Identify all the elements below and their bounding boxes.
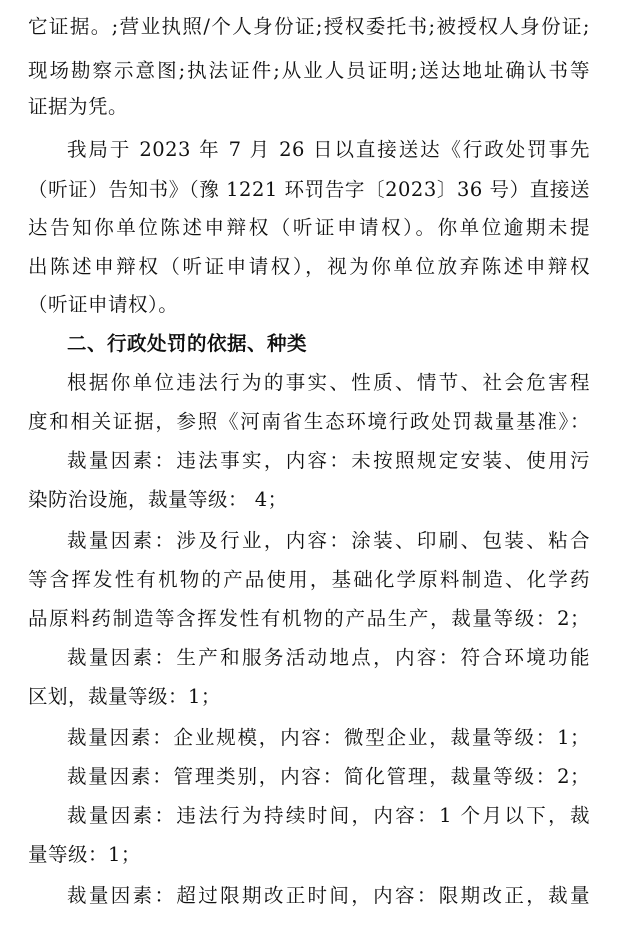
text-line: 品原料药制造等含挥发性有机物的产品生产，裁量等级：2； [28, 607, 590, 630]
factor-line: 裁量因素：生产和服务活动地点，内容：符合环境功能 [67, 646, 590, 669]
text-line: 区划，裁量等级：1； [28, 685, 221, 708]
factor-line: 裁量因素：违法事实，内容：未按照规定安装、使用污 [67, 449, 590, 472]
text-line: 量等级：1； [28, 843, 141, 866]
factor-line: 裁量因素：企业规模，内容：微型企业，裁量等级：1； [67, 726, 590, 749]
text-line: 度和相关证据，参照《河南省生态环境行政处罚裁量基准》： [28, 410, 590, 433]
text-line: 它证据。;营业执照/个人身份证;授权委托书;被授权人身份证; [28, 15, 590, 38]
text-line: 证据为凭。 [28, 95, 129, 118]
text-line: （听证）告知书》（豫 1221 环罚告字〔2023〕36 号）直接送 [28, 178, 590, 201]
text-line: 等含挥发性有机物的产品使用，基础化学原料制造、化学药 [28, 568, 590, 591]
factor-line: 裁量因素：超过限期改正时间，内容：限期改正，裁量 [67, 884, 590, 907]
text-line: （听证申请权）。 [28, 293, 179, 316]
factor-line: 裁量因素：涉及行业，内容：涂装、印刷、包装、粘合 [67, 529, 590, 552]
text-line: 出陈述申辩权（听证申请权），视为你单位放弃陈述申辩权 [28, 255, 590, 278]
factor-line: 裁量因素：违法行为持续时间，内容：1 个月以下，裁 [67, 804, 590, 827]
text-line: 达告知你单位陈述申辩权（听证申请权）。你单位逾期未提 [28, 216, 590, 239]
text-line: 染防治设施，裁量等级： 4； [28, 488, 288, 511]
paragraph-start-line: 根据你单位违法行为的事实、性质、情节、社会危害程 [67, 371, 590, 394]
text-line: 现场勘察示意图;执法证件;从业人员证明;送达地址确认书等 [28, 59, 590, 82]
paragraph-start-line: 我局于 2023 年 7 月 26 日以直接送达《行政处罚事先 [67, 138, 590, 161]
factor-line: 裁量因素：管理类别，内容：简化管理，裁量等级：2； [67, 765, 590, 788]
section-heading: 二、行政处罚的依据、种类 [67, 332, 308, 355]
